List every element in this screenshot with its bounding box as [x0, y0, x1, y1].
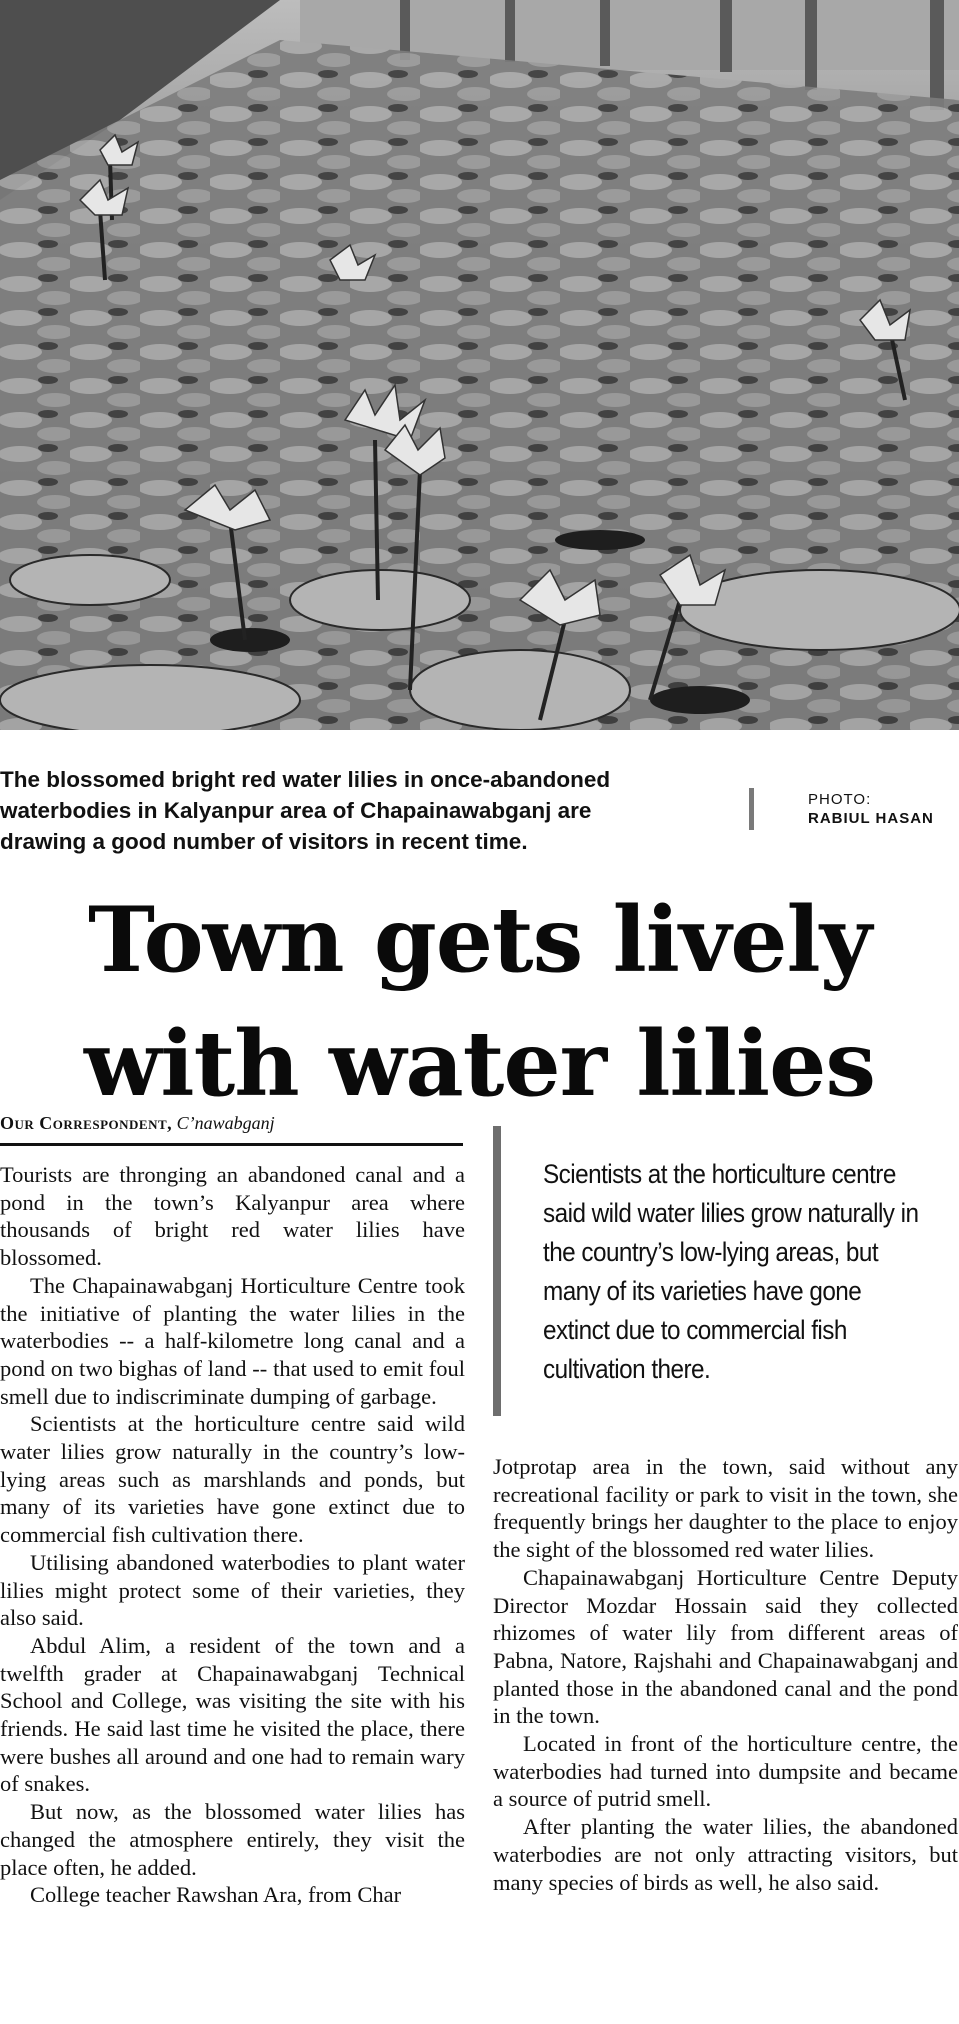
byline-name: Our Correspondent, — [0, 1113, 173, 1133]
article-column-1 — [0, 1161, 465, 1909]
water-lily-photo — [0, 0, 959, 730]
credit-divider — [749, 788, 754, 830]
headline — [0, 878, 959, 1126]
headline-line-1: Town gets lively — [87, 887, 872, 993]
paragraph: Tourists are thronging an abandoned canal and a pond in the town’s Kalyanpur area where thousands of bright red water lilies have blossomed. — [0, 1162, 465, 1271]
article-column-2 — [493, 1453, 958, 1896]
paragraph: Jotprotap area in the town, said without any recreational facility or park to visit in the town, she frequently brings her daughter to the place to enjoy the sight of the blossomed red water lilies. — [493, 1454, 958, 1563]
paragraph: College teacher Rawshan Ara, from Char — [30, 1882, 402, 1908]
paragraph: The Chapainawabganj Horticulture Centre took the initiative of planting the water lilies in the waterbodies -- a half-kilometre long canal and a pond on two bighas of land -- that used to emit foul smell due to indiscriminate dumping of garbage. — [0, 1272, 465, 1409]
byline-rule — [0, 1143, 463, 1146]
paragraph: Scientists at the horticulture centre said wild water lilies grow naturally in the country’s low-lying areas such as marshlands and ponds, but many of its varieties have gone extinct due to commercial fish cultivation there. — [0, 1411, 465, 1548]
paragraph: Located in front of the horticulture centre, the waterbodies had turned into dumpsite and became a source of putrid smell. — [493, 1731, 958, 1812]
byline — [0, 1112, 275, 1134]
pull-quote: Scientists at the horticulture centre said wild water lilies grow naturally in the country’s low-lying areas, but many of its varieties have gone extinct due to commercial fish cultivation there. — [543, 1159, 919, 1384]
paragraph: Utilising abandoned waterbodies to plant water lilies might protect some of their varieties, they also said. — [0, 1549, 465, 1631]
paragraph: After planting the water lilies, the abandoned waterbodies are not only attracting visitors, but many species of birds as well, he also said. — [493, 1814, 958, 1895]
photo-credit-name: RABIUL HASAN — [808, 810, 934, 827]
pull-quote-bar — [493, 1126, 501, 1416]
photo-credit-label: PHOTO: — [808, 791, 872, 808]
photo-caption: The blossomed bright red water lilies in once-abandoned waterbodies in Kalyanpur area of Chapainawabganj are drawing a good number of visitors in recent time. — [0, 767, 611, 854]
headline-line-2: with water lilies — [83, 1011, 876, 1117]
paragraph: But now, as the blossomed water lilies has changed the atmosphere entirely, they visit the place often, he added. — [0, 1799, 465, 1880]
paragraph: Chapainawabganj Horticulture Centre Deputy Director Mozdar Hossain said they collected rhizomes of water lily from different areas of Pabna, Natore, Rajshahi and Chapainawabganj and planted those in the abandoned canal and the pond in the town. — [493, 1564, 958, 1729]
photo-credit — [808, 790, 934, 828]
paragraph: Abdul Alim, a resident of the town and a twelfth grader at Chapainawabganj Technical School and College, was visiting the site with his friends. He said last time he visited the place, there were bushes all around and one had to remain wary of snakes. — [0, 1632, 465, 1797]
byline-place: C’nawabganj — [176, 1113, 275, 1133]
